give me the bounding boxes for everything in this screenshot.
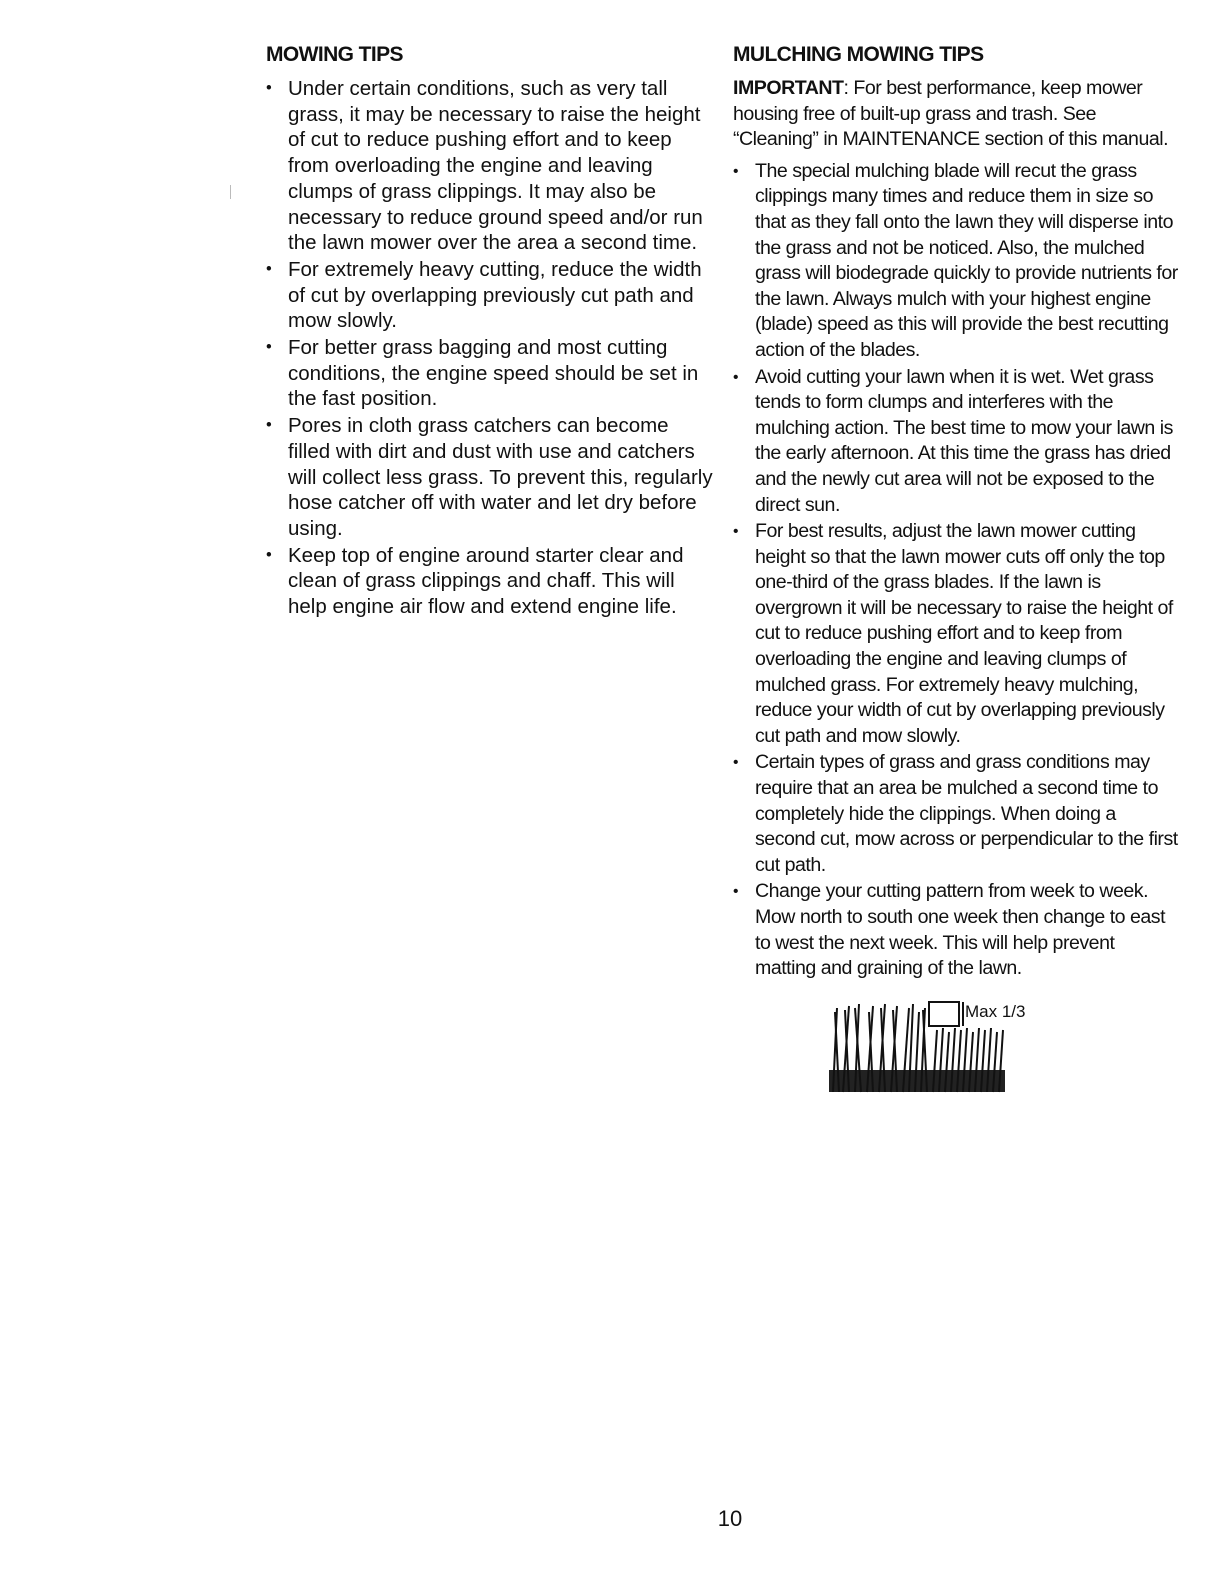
- mulching-tips-column: [733, 40, 1178, 1094]
- list-item: • Pores in cloth grass catchers can become filled with dirt and dust with use and catchers will collect less grass. To prevent this, regularly hose catcher off with water and let dry before using.: [266, 413, 716, 542]
- list-item: • Avoid cutting your lawn when it is wet. Wet grass tends to form clumps and interferes with the mulching action. The best time to mow your lawn is the early afternoon. At this time the grass has dried and the newly cut area will not be exposed to the direct sun.: [733, 365, 1178, 519]
- list-item: • Certain types of grass and grass conditions may require that an area be mulched a second time to completely hide the clippings. When doing a second cut, mow across or perpendicular to the first cut path.: [733, 750, 1178, 878]
- list-item: • Under certain conditions, such as very tall grass, it may be necessary to raise the height of cut to reduce pushing effort and to keep from overloading the engine and leaving clumps of grass clippings. It may also be necessary to reduce ground speed and/or run the lawn mower over the area a second time.: [266, 76, 716, 256]
- mulching-tips-list: [733, 159, 1178, 982]
- page-number: 10: [717, 1506, 743, 1531]
- mowing-tips-list: [266, 76, 716, 620]
- mulching-tips-heading: MULCHING MOWING TIPS: [733, 43, 984, 66]
- important-note: [733, 76, 1178, 153]
- max-cut-label: Max 1/3: [965, 1001, 1026, 1021]
- list-item: • The special mulching blade will recut the grass clippings many times and reduce them in size so that as they fall onto the lawn they will disperse into the grass and not be noticed. Also, the mulched grass will biodegrade quickly to provide nutrients for the lawn. Always mulch with your highest engine (blade) speed as this will provide the best recutting action of the blades.: [733, 159, 1178, 364]
- list-item: • For extremely heavy cutting, reduce the width of cut by overlapping previously cut path and mow slowly.: [266, 257, 716, 334]
- scan-artifact: [230, 185, 231, 199]
- list-item: • Keep top of engine around starter clear and clean of grass clippings and chaff. This will help engine air flow and extend engine life.: [266, 543, 716, 620]
- list-item: • For better grass bagging and most cutting conditions, the engine speed should be set in the fast position.: [266, 335, 716, 412]
- mowing-tips-column: [266, 40, 716, 621]
- list-item: • Change your cutting pattern from week to week. Mow north to south one week then change to east to west the next week. This will help prevent matting and graining of the lawn.: [733, 879, 1178, 981]
- grass-cut-height-figure: [829, 998, 1109, 1094]
- important-text: : For best performance, keep mower housing free of built-up grass and trash. See “Cleaning” in MAINTENANCE section of this manual.: [733, 77, 1169, 151]
- important-label: IMPORTANT: [733, 77, 844, 99]
- mowing-tips-heading: MOWING TIPS: [266, 43, 403, 66]
- list-item: • For best results, adjust the lawn mower cutting height so that the lawn mower cuts off only the top one-third of the grass blades. If the lawn is overgrown it will be necessary to raise the height of cut to reduce pushing effort and to keep from overloading the engine and leaving clumps of mulched grass. For extremely heavy mulching, reduce your width of cut by overlapping previously cut path and mow slowly.: [733, 519, 1178, 749]
